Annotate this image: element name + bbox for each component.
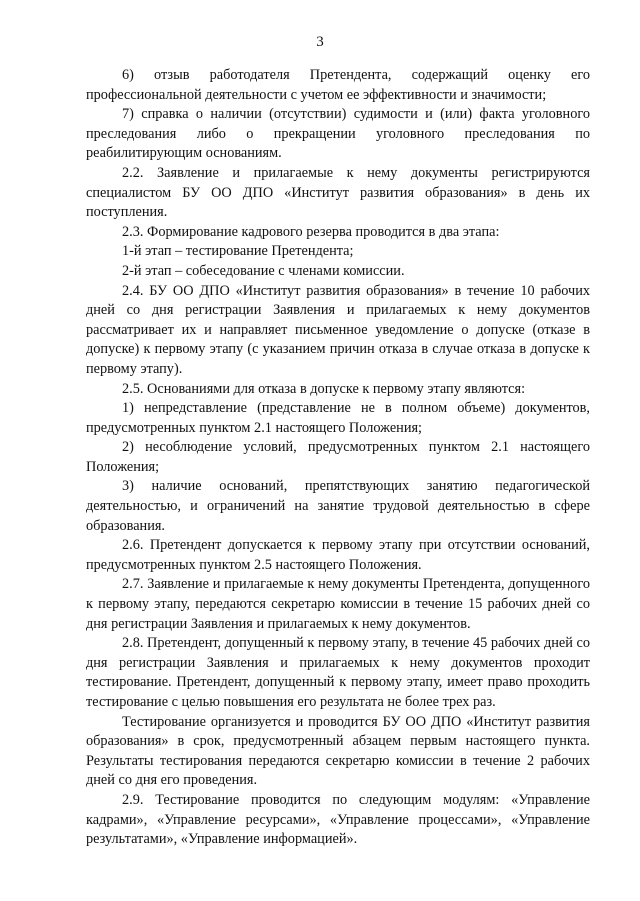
paragraph-2-7: 2.7. Заявление и прилагаемые к нему документы Претендента, допущенного к первому этапу, передаются секретарю комиссии в течение 15 рабочих дней со дня регистрации Заявления и прилагаемых к нему документов. bbox=[86, 576, 590, 632]
paragraph-2-4: 2.4. БУ ОО ДПО «Институт развития образования» в течение 10 рабочих дней со дня регистрации Заявления и прилагаемых к нему документов рассматривает их и направляет письменное уведомление о допуске (отказе в допуске) к первому этапу (с указанием причин отказа в случае отказа в допуске к первому этапу). bbox=[86, 282, 590, 377]
paragraph-2-5: 2.5. Основаниями для отказа в допуске к первому этапу являются: bbox=[122, 380, 526, 397]
paragraph-stage-2: 2-й этап – собеседование с членами комиссии. bbox=[122, 262, 405, 279]
paragraph-2-5-item-1: 1) непредставление (представление не в полном объеме) документов, предусмотренных пунктом 2.1 настоящего Положения; bbox=[86, 400, 590, 436]
paragraph-2-2: 2.2. Заявление и прилагаемые к нему документы регистрируются специалистом БУ ОО ДПО «Институт развития образования» в день их поступления. bbox=[86, 164, 590, 221]
paragraph-2-9: 2.9. Тестирование проводится по следующим модулям: «Управление кадрами», «Управление ресурсами», «Управление процессами», «Управление результатами», «Управление информацией». bbox=[86, 791, 590, 848]
paragraph-2-8-testing-organization: Тестирование организуется и проводится БУ ОО ДПО «Институт развития образования» в срок, предусмотренный абзацем первым настоящего пункта. Результаты тестирования передаются секретарю комиссии в течение 2 рабочих дней со дня его проведения. bbox=[86, 713, 590, 789]
paragraph-2-3: 2.3. Формирование кадрового резерва проводится в два этапа: bbox=[122, 223, 500, 240]
paragraph-item-7-criminal-record-certificate: 7) справка о наличии (отсутствии) судимости и (или) факта уголовного преследования либо о прекращении уголовного преследования по реабилитирующим основаниям. bbox=[86, 106, 590, 162]
document-body bbox=[86, 66, 590, 850]
paragraph-2-5-item-3: 3) наличие оснований, препятствующих занятию педагогической деятельностью, и ограничений на занятие трудовой деятельностью в сфере образования. bbox=[86, 478, 590, 534]
paragraph-2-6: 2.6. Претендент допускается к первому этапу при отсутствии оснований, предусмотренных пунктом 2.5 настоящего Положения. bbox=[86, 537, 590, 573]
paragraph-item-6-employer-review: 6) отзыв работодателя Претендента, содержащий оценку его профессиональной деятельности с учетом ее эффективности и значимости; bbox=[86, 67, 590, 103]
paragraph-stage-1: 1-й этап – тестирование Претендента; bbox=[122, 243, 354, 260]
paragraph-2-8: 2.8. Претендент, допущенный к первому этапу, в течение 45 рабочих дней со дня регистрации Заявления и прилагаемых к нему документов проходит тестирование. Претендент, допущенный к первому этапу, имеет право проходить тестирование с целью повышения его результата не более трех раз. bbox=[86, 635, 590, 710]
paragraph-2-5-item-2: 2) несоблюдение условий, предусмотренных пунктом 2.1 настоящего Положения; bbox=[86, 439, 590, 475]
page-number: 3 bbox=[316, 34, 324, 50]
